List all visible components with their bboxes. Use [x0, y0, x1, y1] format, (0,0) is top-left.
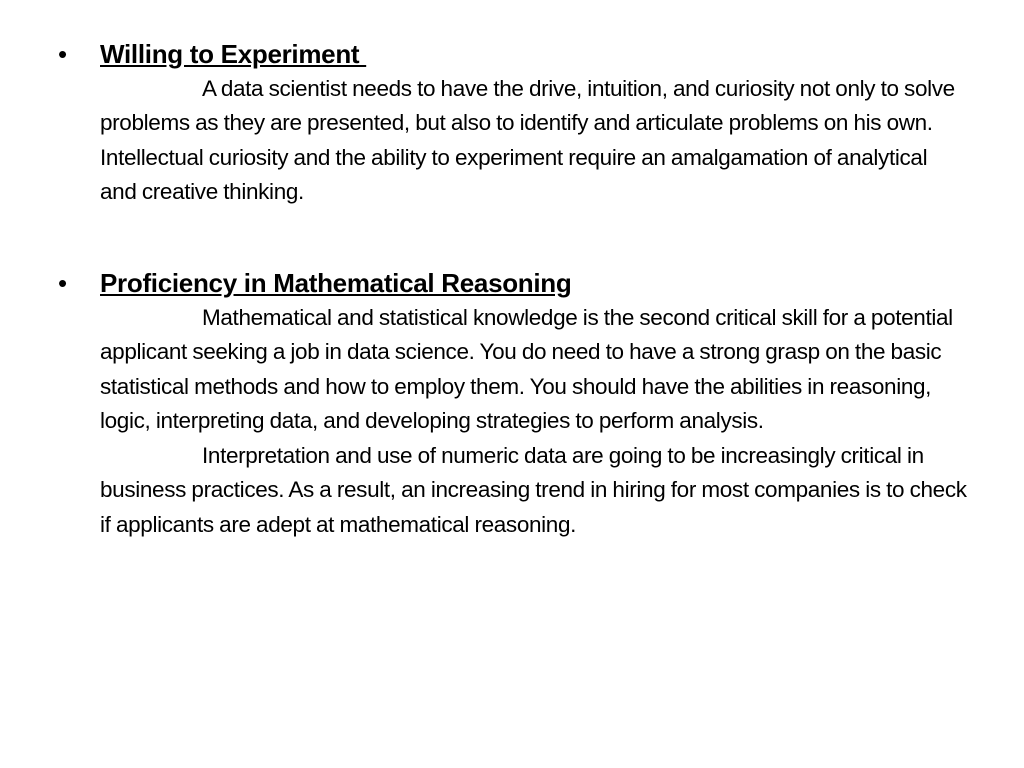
section-willing-to-experiment — [58, 38, 968, 209]
bullet-icon: • — [58, 268, 68, 298]
bullet-icon: • — [58, 39, 68, 69]
section-mathematical-reasoning — [58, 267, 968, 542]
section-heading: Proficiency in Mathematical Reasoning — [100, 268, 572, 298]
section-paragraph: A data scientist needs to have the drive, intuition, and curiosity not only to solve problems as they are presented, but also to identify and articulate problems on his own. Intellectual curiosity and the ability to experiment require an amalgamation of analytical and creative thinking. — [100, 76, 955, 204]
section-paragraph: Interpretation and use of numeric data are going to be increasingly critical in business practices. As a result, an increasing trend in hiring for most companies is to check if applicants are adept at mathematical reasoning. — [100, 443, 967, 537]
section-paragraph: Mathematical and statistical knowledge is the second critical skill for a potential applicant seeking a job in data science. You do need to have a strong grasp on the basic statistical methods and how to employ them. You should have the abilities in reasoning, logic, interpreting data, and developing strategies to perform analysis. — [100, 305, 953, 433]
section-heading: Willing to Experiment — [100, 39, 367, 69]
